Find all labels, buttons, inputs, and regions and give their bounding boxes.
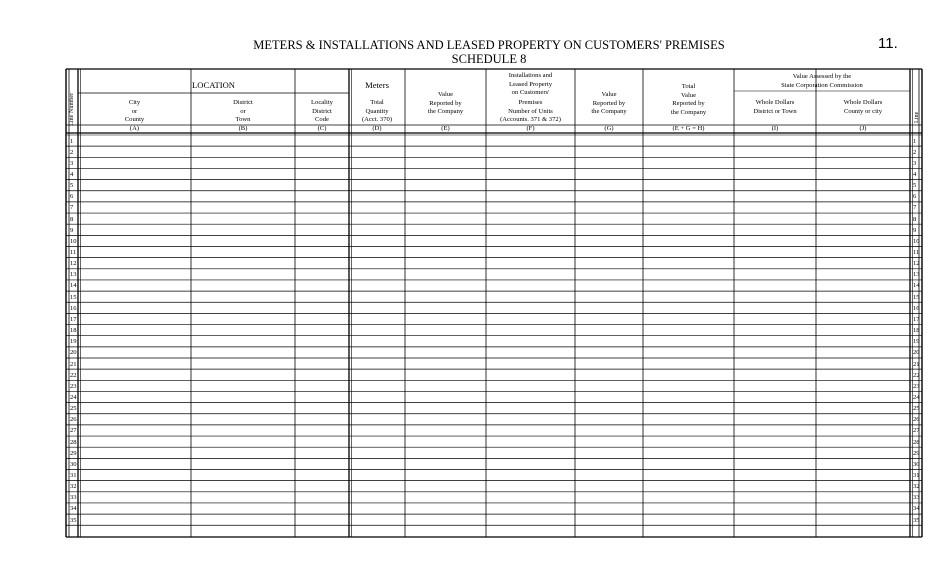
- column-code-line: (D): [372, 125, 382, 132]
- line-number-left: 14: [70, 282, 77, 290]
- installations-units-header-line: Number of Units: [508, 107, 553, 115]
- locality-code-header-line: Locality: [311, 99, 333, 106]
- line-number-left: 21: [70, 360, 77, 368]
- line-number-right: 27: [913, 427, 920, 435]
- line-number-left: 28: [70, 438, 77, 446]
- assessed-value-header-line: Value Assessed by the: [792, 73, 852, 80]
- line-number-left: 33: [70, 494, 77, 502]
- column-code: [734, 125, 816, 134]
- whole-dollars-county-header: [816, 99, 910, 116]
- line-number-left: 13: [70, 271, 77, 279]
- line-number-right: 29: [913, 449, 920, 457]
- installations-units-header-line: (Accounts. 371 & 372): [500, 116, 561, 124]
- city-county-header-line: or: [131, 107, 138, 115]
- line-number-right: 21: [913, 360, 920, 368]
- whole-dollars-district-header-line: District or Town: [753, 107, 797, 115]
- city-county-header-line: County: [124, 116, 145, 124]
- district-town-header-line: District: [233, 99, 253, 106]
- total-value-header-line: the Company: [670, 108, 707, 116]
- column-code: [405, 125, 486, 134]
- value-reported-e-header-line: the Company: [427, 108, 464, 116]
- line-number-right: 34: [913, 505, 920, 513]
- line-number-right: 20: [913, 349, 920, 357]
- district-town-header-line: Town: [235, 116, 251, 124]
- line-number-left: 4: [70, 170, 74, 178]
- district-town-header-line: or: [240, 107, 246, 115]
- total-value-header: [643, 83, 734, 117]
- line-number-left: 32: [70, 483, 77, 491]
- line-number-left: 35: [70, 516, 77, 524]
- line-number-left: 30: [70, 460, 77, 468]
- column-code-line: (C): [317, 125, 327, 132]
- line-number-left: 5: [70, 182, 74, 190]
- line-number-right: 23: [913, 382, 920, 390]
- line-number-label: Line Number: [68, 92, 75, 126]
- value-reported-g-header: [575, 91, 643, 117]
- line-number-right: 32: [913, 483, 920, 491]
- installations-header-line: Installations and: [508, 72, 553, 79]
- total-quantity-header-line: Total: [370, 99, 384, 106]
- value-reported-g-header-line: Value: [601, 91, 617, 98]
- column-code: [295, 125, 349, 134]
- line-number-left: 15: [70, 293, 77, 301]
- column-code-line: (I): [771, 125, 779, 132]
- line-number-left: 20: [70, 349, 77, 357]
- column-code: [191, 125, 295, 134]
- column-code-line: (B): [238, 125, 248, 132]
- total-value-header-line: Total: [681, 83, 696, 90]
- line-number-left: 25: [70, 405, 77, 413]
- locality-code-header: [295, 99, 349, 125]
- column-code: [78, 125, 191, 134]
- whole-dollars-district-header-line: Whole Dollars: [755, 99, 795, 106]
- line-number-right: 31: [913, 472, 920, 479]
- line-number-right: 10: [913, 237, 920, 245]
- whole-dollars-district-header: [734, 99, 816, 116]
- line-number-right: 13: [913, 271, 920, 279]
- total-quantity-header: [349, 99, 405, 125]
- total-quantity-header-line: Quantity: [365, 107, 389, 115]
- installations-header: [486, 72, 575, 98]
- assessed-value-header: [734, 73, 910, 90]
- locality-code-header-line: District: [312, 107, 332, 115]
- line-number-right: 35: [913, 516, 920, 524]
- column-code-line: (G): [604, 125, 614, 132]
- line-number-right: 9: [913, 226, 917, 234]
- city-county-header-line: City: [128, 99, 141, 106]
- value-reported-g-header-line: Reported by: [592, 99, 626, 107]
- line-number-left: 3: [70, 159, 74, 167]
- line-number-left: 9: [70, 226, 74, 234]
- line-number-left: 12: [70, 260, 77, 268]
- line-number-left: 31: [70, 472, 77, 479]
- installations-units-header: [486, 99, 575, 125]
- line-number-left: 8: [70, 215, 74, 223]
- schedule-subtitle: SCHEDULE 8: [451, 52, 527, 66]
- line-label-right: Line: [913, 111, 920, 123]
- page-number: 11.: [878, 35, 898, 52]
- schedule-title: METERS & INSTALLATIONS AND LEASED PROPERTY ON CUSTOMERS' PREMISES: [253, 38, 725, 52]
- column-code: [575, 125, 643, 134]
- line-number-right: 4: [913, 170, 917, 178]
- column-code-line: (J): [859, 125, 867, 132]
- line-number-right: 25: [913, 405, 920, 413]
- line-number-left: 23: [70, 382, 77, 390]
- value-reported-e-header-line: Value: [437, 91, 453, 98]
- line-number-right: 15: [913, 293, 920, 301]
- meters-header-line: Meters: [365, 80, 389, 90]
- city-county-header: [78, 99, 191, 125]
- line-number-right: 19: [913, 338, 920, 346]
- line-number-right: 16: [913, 304, 920, 312]
- line-number-left: 11: [70, 249, 77, 256]
- location-header: [78, 81, 349, 90]
- location-header-line: LOCATION: [192, 80, 235, 90]
- whole-dollars-county-header-line: County or city: [843, 107, 883, 115]
- line-number-right: 24: [913, 393, 920, 401]
- line-number-right: 14: [913, 282, 920, 290]
- line-number-right: 22: [913, 371, 920, 379]
- installations-units-header-line: Premises: [518, 99, 543, 106]
- line-number-right: 18: [913, 327, 920, 335]
- column-code-line: (F): [526, 125, 535, 132]
- value-reported-e-header: [405, 91, 486, 117]
- whole-dollars-county-header-line: Whole Dollars: [843, 99, 883, 106]
- column-code: [486, 125, 575, 134]
- column-code: [349, 125, 405, 134]
- line-number-left: 7: [70, 204, 74, 212]
- assessed-value-header-line: State Corporation Commission: [781, 81, 863, 89]
- value-reported-e-header-line: Reported by: [429, 99, 462, 107]
- line-number-left: 18: [70, 327, 77, 335]
- line-number-left: 26: [70, 416, 77, 424]
- line-number-right: 28: [913, 438, 920, 446]
- installations-header-line: Leased Property: [508, 80, 553, 88]
- line-number-right: 8: [913, 215, 917, 223]
- line-number-left: 1: [70, 137, 74, 145]
- line-number-right: 12: [913, 260, 920, 268]
- line-number-left: 24: [70, 393, 77, 401]
- column-code: [643, 125, 734, 134]
- line-number-left: 17: [70, 315, 77, 323]
- total-value-header-line: Value: [680, 91, 696, 99]
- column-code: [816, 125, 910, 134]
- total-quantity-header-line: (Acct. 370): [361, 116, 393, 124]
- column-code-line: (E): [441, 125, 450, 132]
- locality-code-header-line: Code: [315, 116, 329, 124]
- line-number-left: 16: [70, 304, 77, 312]
- line-number-right: 11: [913, 249, 920, 256]
- line-number-right: 17: [913, 315, 920, 323]
- line-number-left: 19: [70, 338, 77, 346]
- line-number-right: 6: [913, 193, 917, 201]
- line-number-right: 2: [913, 148, 917, 156]
- line-number-right: 7: [913, 204, 917, 212]
- value-reported-g-header-line: the Company: [591, 108, 627, 116]
- line-number-left: 6: [70, 193, 74, 201]
- meters-header: [349, 81, 405, 90]
- line-number-left: 29: [70, 449, 77, 457]
- line-number-right: 30: [913, 460, 920, 468]
- line-number-left: 22: [70, 371, 77, 379]
- line-number-right: 3: [913, 159, 917, 167]
- district-town-header: [191, 99, 295, 125]
- line-number-right: 5: [913, 182, 917, 190]
- line-number-right: 33: [913, 494, 920, 502]
- line-number-left: 34: [70, 505, 77, 513]
- total-value-header-line: Reported by: [672, 100, 705, 108]
- line-number-left: 10: [70, 237, 77, 245]
- line-number-left: 27: [70, 427, 77, 435]
- line-number-right: 26: [913, 416, 920, 424]
- column-code-line: (A): [129, 125, 140, 132]
- column-code-line: (E + G = H): [672, 125, 705, 132]
- line-number-left: 2: [70, 148, 74, 156]
- installations-header-line: on Customers': [511, 89, 550, 97]
- line-number-right: 1: [913, 137, 917, 145]
